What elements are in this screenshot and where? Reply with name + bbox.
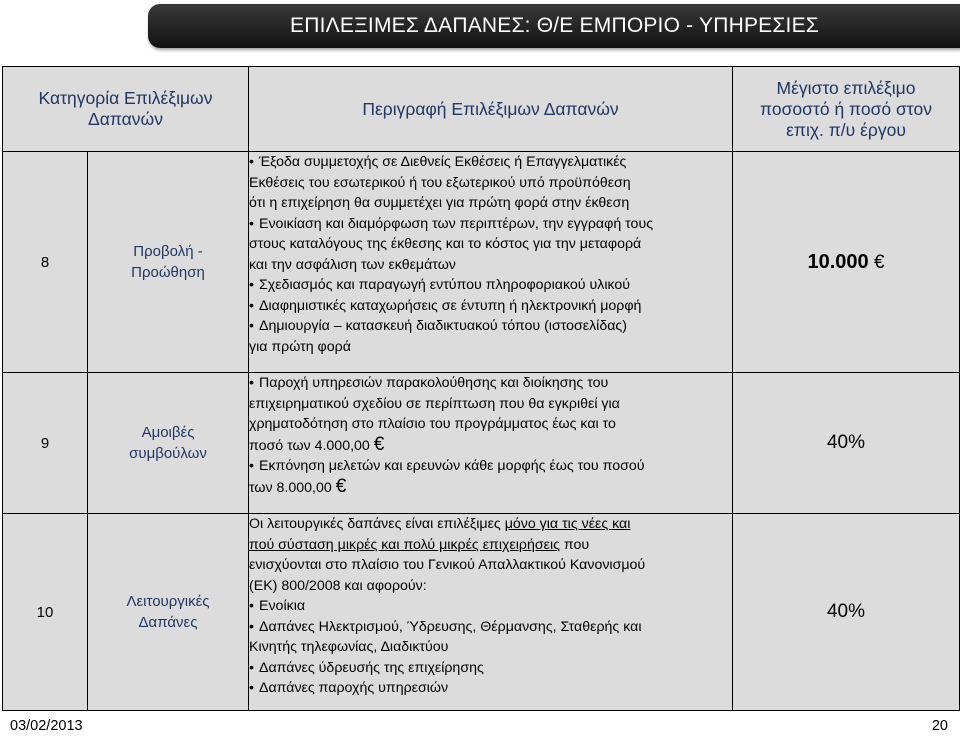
header-description: Περιγραφή Επιλέξιμων Δαπανών	[249, 67, 733, 152]
row-description	[249, 152, 733, 373]
eligible-expenses-table	[2, 66, 960, 711]
euro-symbol: €	[373, 433, 385, 455]
row-number: 10	[3, 514, 88, 711]
description-line: των 8.000,00 €	[249, 475, 347, 497]
description-line: ενισχύονται στο πλαίσιο του Γενικού Απαλλακτικού Κανονισμού	[249, 557, 646, 573]
description-line: • Δαπάνες Ηλεκτρισμού, Ύδρευσης, Θέρμανσης, Σταθερής και	[249, 618, 642, 635]
header-max-line: επιχ. π/υ έργου	[786, 119, 906, 140]
table-row	[3, 373, 960, 514]
header-category: Κατηγορία Επιλέξιμων Δαπανών	[3, 67, 249, 152]
description-line: επιχειρηματικού σχεδίου σε περίπτωση που θα εγκριθεί για	[249, 395, 620, 412]
header-max-line: Μέγιστο επιλέξιμο	[776, 77, 916, 98]
description-line: • Έξοδα συμμετοχής σε Διεθνείς Εκθέσεις ή Επαγγελματικές	[249, 154, 627, 170]
footer-date: 03/02/2013	[10, 718, 83, 734]
table-row	[3, 152, 960, 373]
description-line: χρηματοδότηση στο πλαίσιο του προγράμματος έως και το	[249, 416, 616, 432]
row-number: 8	[3, 152, 88, 373]
description-line: στους καταλόγους της έκθεσης και το κόστος για την μεταφορά	[249, 236, 642, 252]
description-line: • Εκπόνηση μελετών και ερευνών κάθε μορφής έως του ποσού	[249, 458, 645, 474]
row-category: Προβολή - Προώθηση	[88, 152, 249, 373]
page-number: 20	[931, 718, 948, 734]
description-line: • Δαπάνες παροχής υπηρεσιών	[249, 680, 449, 696]
description-line: • Ενοικίαση και διαμόρφωση των περιπτέρων, την εγγραφή τους	[249, 215, 654, 232]
slide-title: ΕΠΙΛΕΞΙΜΕΣ ΔΑΠΑΝΕΣ: Θ/Ε ΕΜΠΟΡΙΟ - ΥΠΗΡΕΣΙΕΣ	[148, 4, 960, 48]
header-max-line: ποσοστό ή ποσό στον	[760, 98, 932, 119]
description-line: (ΕΚ) 800/2008 και αφορούν:	[249, 577, 427, 594]
description-line: • Παροχή υπηρεσιών παρακολούθησης και διοίκησης του	[249, 375, 609, 391]
description-line: Κινητής τηλεφωνίας, Διαδικτύου	[249, 639, 449, 655]
description-line: • Δημιουργία – κατασκευή διαδικτυακού τόπου (ιστοσελίδας)	[249, 318, 627, 334]
row-max-amount: 10.000 €	[733, 152, 960, 373]
description-line: και την ασφάλιση των εκθεμάτων	[249, 256, 456, 273]
table-header-row	[3, 67, 960, 152]
euro-symbol: €	[335, 475, 347, 497]
row-category: Αμοιβές συμβούλων	[88, 373, 249, 514]
description-line: ποσό των 4.000,00 €	[249, 433, 385, 455]
row-number: 9	[3, 373, 88, 514]
row-category: Λειτουργικές Δαπάνες	[88, 514, 249, 711]
row-description	[249, 514, 733, 711]
description-line: • Σχεδιασμός και παραγωγή εντύπου πληροφοριακού υλικού	[249, 277, 631, 293]
description-line: • Διαφημιστικές καταχωρήσεις σε έντυπη ή ηλεκτρονική μορφή	[249, 297, 642, 314]
header-max	[733, 67, 960, 152]
description-line: για πρώτη φορά	[249, 338, 351, 355]
description-line: Εκθέσεις του εσωτερικού ή του εξωτερικού υπό προϋπόθεση	[249, 174, 631, 191]
description-line: • Ενοίκια	[249, 598, 306, 614]
description-line: πού σύσταση μικρές και πολύ μικρές επιχειρήσεις που	[249, 536, 590, 553]
description-line: Οι λειτουργικές δαπάνες είναι επιλέξιμες μόνο για τις νέες και	[249, 516, 631, 532]
row-max-amount: 40%	[733, 514, 960, 711]
euro-symbol: €	[873, 251, 885, 273]
description-line: • Δαπάνες ύδρευσής της επιχείρησης	[249, 659, 484, 676]
table-row	[3, 514, 960, 711]
description-line: ότι η επιχείρηση θα συμμετέχει για πρώτη φορά στην έκθεση	[249, 195, 630, 211]
row-max-amount: 40%	[733, 373, 960, 514]
row-description	[249, 373, 733, 514]
